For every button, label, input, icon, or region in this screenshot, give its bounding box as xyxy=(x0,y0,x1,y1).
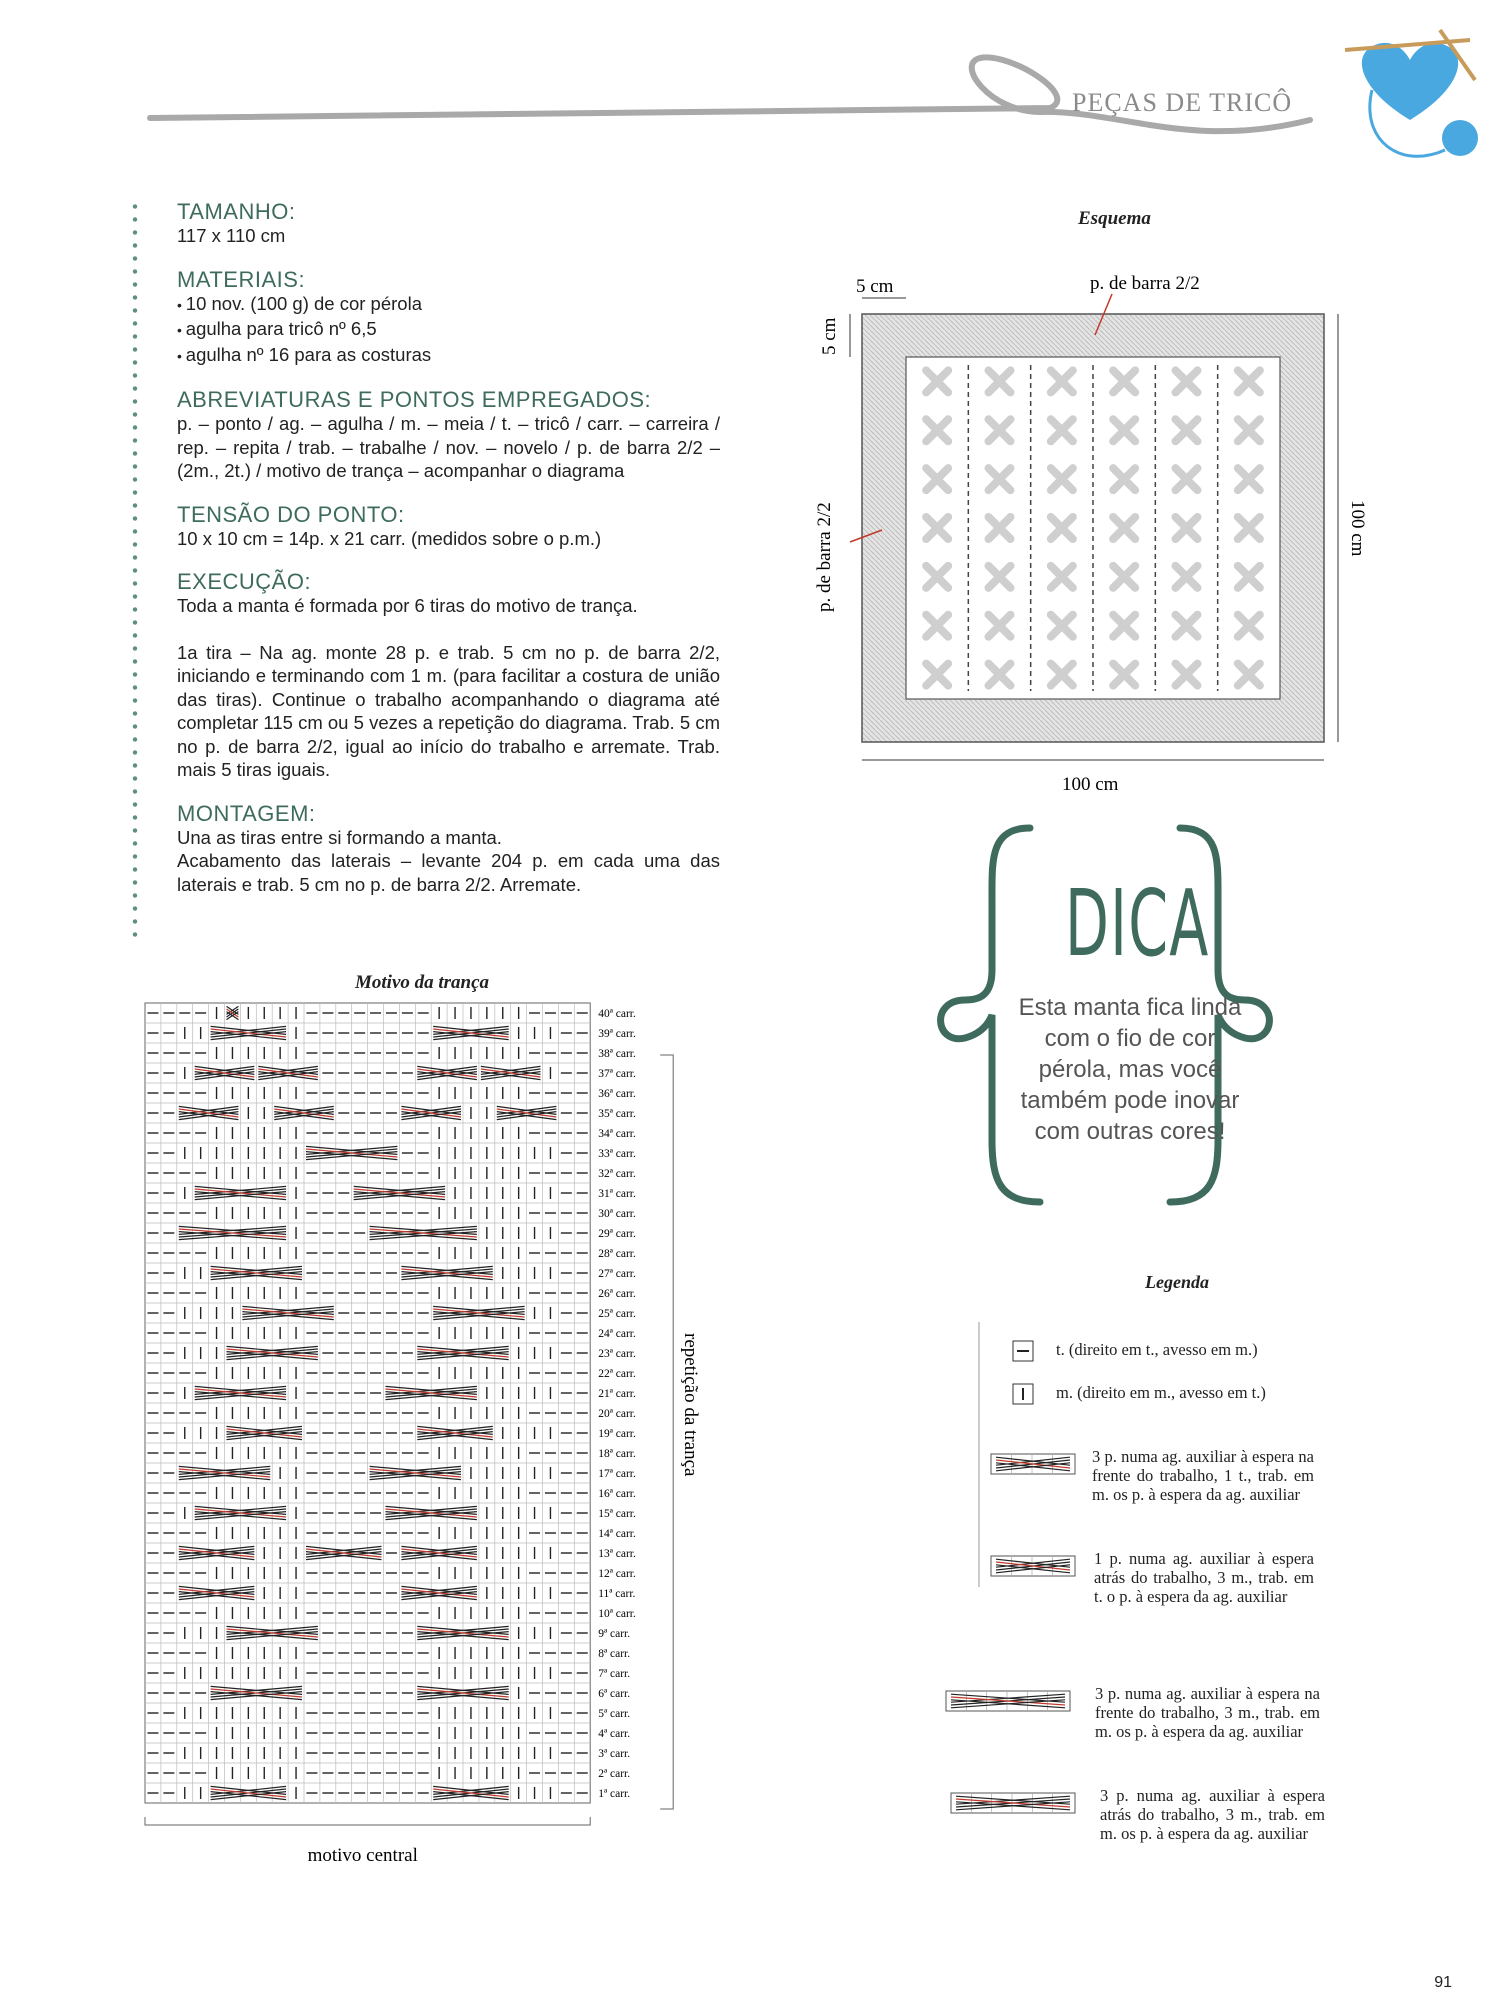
schema-side-border-label: p. de barra 2/2 xyxy=(814,502,835,612)
assembly-heading: MONTAGEM: xyxy=(177,800,316,826)
row-label: 34ª carr. xyxy=(598,1128,636,1140)
row-label: 30ª carr. xyxy=(598,1208,636,1220)
row-label: 23ª carr. xyxy=(598,1348,636,1360)
row-label: 26ª carr. xyxy=(598,1288,636,1300)
central-motif-label: motivo central xyxy=(307,1845,418,1866)
purl-icon xyxy=(1012,1340,1034,1362)
instructions-column xyxy=(140,200,720,916)
row-label: 3ª carr. xyxy=(598,1748,631,1760)
row-label: 7ª carr. xyxy=(598,1668,631,1680)
legend-text: 1 p. numa ag. auxiliar à espera atrás do trabalho, 3 m., trab. em t. o p. à espera da ag. auxiliar xyxy=(1094,1549,1314,1606)
schema-top-height-label: 5 cm xyxy=(819,317,840,355)
cable-front-3-1-icon xyxy=(990,1453,1076,1475)
size-value: 117 x 110 cm xyxy=(177,225,286,246)
row-label: 11ª carr. xyxy=(598,1588,636,1600)
assembly-section xyxy=(177,802,720,897)
row-label: 14ª carr. xyxy=(598,1528,636,1540)
materials-section xyxy=(177,268,720,369)
row-label: 17ª carr. xyxy=(598,1468,636,1480)
list-item: • 10 nov. (100 g) de cor pérola xyxy=(177,292,720,318)
size-section xyxy=(177,200,720,248)
chart-title: Motivo da trança xyxy=(355,972,490,993)
row-label: 2ª carr. xyxy=(598,1768,631,1780)
row-label: 10ª carr. xyxy=(598,1608,636,1620)
row-label: 12ª carr. xyxy=(598,1568,636,1580)
row-label: 5ª carr. xyxy=(598,1708,631,1720)
row-label: 35ª carr. xyxy=(598,1108,636,1120)
row-label: 37ª carr. xyxy=(598,1068,636,1080)
row-label: 6ª carr. xyxy=(598,1688,631,1700)
legend-text: t. (direito em t., avesso em m.) xyxy=(1056,1340,1258,1359)
execution-text: Toda a manta é formada por 6 tiras do motivo de trança. xyxy=(177,595,638,616)
row-label: 22ª carr. xyxy=(598,1368,636,1380)
row-label: 8ª carr. xyxy=(598,1648,631,1660)
gauge-heading: TENSÃO DO PONTO: xyxy=(177,501,405,527)
row-label: 40ª carr. xyxy=(598,1008,636,1020)
knitting-heart-icon xyxy=(1345,30,1478,156)
cable-chart xyxy=(140,1000,840,1900)
row-label: 4ª carr. xyxy=(598,1728,631,1740)
knit-icon xyxy=(1012,1383,1034,1405)
materials-list xyxy=(177,292,720,369)
schema-border-top-label: p. de barra 2/2 xyxy=(1090,273,1200,294)
execution-section xyxy=(177,570,720,782)
row-label: 31ª carr. xyxy=(598,1188,636,1200)
row-label: 18ª carr. xyxy=(598,1448,636,1460)
schema-bottom-dim-label: 100 cm xyxy=(1062,774,1119,795)
row-label: 24ª carr. xyxy=(598,1328,636,1340)
legend-text: m. (direito em m., avesso em t.) xyxy=(1056,1383,1266,1402)
legend-text: 3 p. numa ag. auxiliar à espera na frente do trabalho, 3 m., trab. em m. os p. à espera da ag. auxiliar xyxy=(1095,1684,1320,1741)
row-label: 36ª carr. xyxy=(598,1088,636,1100)
dica-title: DICA xyxy=(1065,870,1210,977)
size-heading: TAMANHO: xyxy=(177,199,296,224)
section-header-title: PEÇAS DE TRICÔ xyxy=(1072,88,1293,117)
assembly-text: Una as tiras entre si formando a manta. xyxy=(177,826,502,848)
row-label: 28ª carr. xyxy=(598,1248,636,1260)
legend-text: 3 p. numa ag. auxiliar à espera atrás do trabalho, 3 m., trab. em m. os p. à espera da ag. auxiliar xyxy=(1100,1786,1325,1843)
list-item: • agulha para tricô nº 6,5 xyxy=(177,317,720,343)
row-label: 19ª carr. xyxy=(598,1428,636,1440)
page-number: 91 xyxy=(1434,1974,1452,1991)
schema-diagram xyxy=(790,260,1380,795)
schema-right-dim-label: 100 cm xyxy=(1347,500,1368,557)
legend-title: Legenda xyxy=(1145,1272,1209,1292)
row-label: 20ª carr. xyxy=(598,1408,636,1420)
dotted-divider xyxy=(132,200,138,940)
cable-back-3-3-icon xyxy=(950,1792,1076,1814)
cable-front-3-3-icon xyxy=(945,1690,1071,1712)
row-label: 9ª carr. xyxy=(598,1628,631,1640)
row-label: 27ª carr. xyxy=(598,1268,636,1280)
gauge-section xyxy=(177,503,720,551)
materials-heading: MATERIAIS: xyxy=(177,266,306,292)
row-label: 16ª carr. xyxy=(598,1488,636,1500)
legend-divider xyxy=(978,1322,980,1587)
schema-title: Esquema xyxy=(1078,208,1151,229)
row-label: 39ª carr. xyxy=(598,1028,636,1040)
row-label: 38ª carr. xyxy=(598,1048,636,1060)
dica-text: Esta manta fica linda com o fio de cor pérola, mas você também pode inovar com outras cores! xyxy=(1018,994,1242,1145)
row-label: 25ª carr. xyxy=(598,1308,636,1320)
execution-heading: EXECUÇÃO: xyxy=(177,569,312,594)
row-label: 29ª carr. xyxy=(598,1228,636,1240)
gauge-text: 10 x 10 cm = 14p. x 21 carr. (medidos sobre o p.m.) xyxy=(177,527,602,549)
row-label: 33ª carr. xyxy=(598,1148,636,1160)
abbreviations-text: p. – ponto / ag. – agulha / m. – meia / t. – tricô / carr. – carreira / rep. – repita / trab. – trabalhe / nov. – novelo / p. de barra 2/2 – (2m., 2t.) / motivo de trança – acompanhar o diagrama xyxy=(177,413,720,481)
abbreviations-section xyxy=(177,388,720,483)
cable-back-1-3-icon xyxy=(990,1555,1076,1577)
legend-text: 3 p. numa ag. auxiliar à espera na frente do trabalho, 1 t., trab. em m. os p. à espera da ag. auxiliar xyxy=(1092,1447,1314,1504)
row-label: 15ª carr. xyxy=(598,1508,636,1520)
row-label: 21ª carr. xyxy=(598,1388,636,1400)
execution-text-2: 1a tira – Na ag. monte 28 p. e trab. 5 cm no p. de barra 2/2, iniciando e terminando com 1 m. (para facilitar a costura de união das tiras). Continue o trabalho acompanhando o diagrama até completar 115 cm ou 5 vezes a repetição do diagrama. Trab. 5 cm no p. de barra 2/2, igual ao início do trabalho e arremate. Trab. mais 5 tiras iguais. xyxy=(177,641,720,780)
abbreviations-heading: ABREVIATURAS E PONTOS EMPREGADOS: xyxy=(177,387,652,412)
schema-top-width-label: 5 cm xyxy=(856,276,894,297)
list-item: • agulha nº 16 para as costuras xyxy=(177,343,720,369)
row-label: 1ª carr. xyxy=(598,1788,631,1800)
row-label: 32ª carr. xyxy=(598,1168,636,1180)
repeat-label: repetição da trança xyxy=(680,1333,702,1477)
row-label: 13ª carr. xyxy=(598,1548,636,1560)
assembly-text-2: Acabamento das laterais – levante 204 p. em cada uma das laterais e trab. 5 cm no p. de barra 2/2. Arremate. xyxy=(177,850,720,895)
